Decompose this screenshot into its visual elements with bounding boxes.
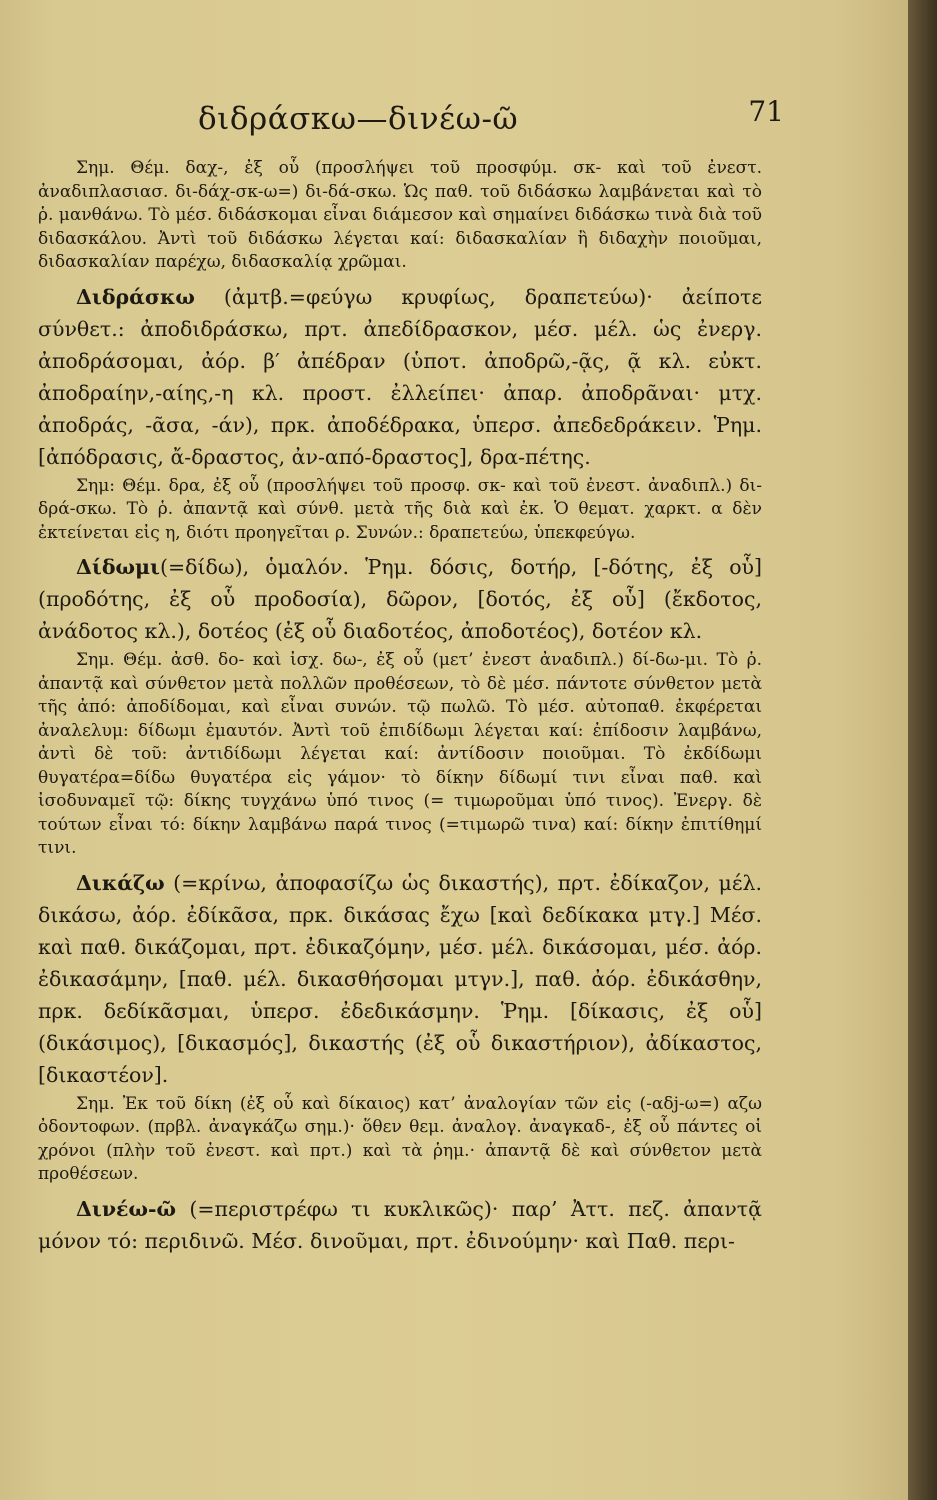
note-text: Σημ. Θέμ. ἀσθ. δο- καὶ ἰσχ. δω-, ἐξ οὗ (μετ’ ἐνεστ ἀναδιπλ.) δί-δω-μι. Τὸ ῥ. ἀπαντᾷ καὶ σύνθετον μετὰ πολλῶν προθέσεων, τὸ δὲ μέσ. πάντοτε σύνθετον μετὰ τῆς ἀπό: ἀποδίδομαι, καὶ εἶναι συνών. τῷ πωλῶ. Τὸ μέσ. αὐτοπαθ. ἐκφέρεται ἀναλελυμ: δίδωμι ἐμαυτόν. Ἀντὶ τοῦ ἐπιδίδωμι λέγεται καί: ἐπίδοσιν λαμβάνω, ἀντὶ δὲ τοῦ: ἀντιδίδωμι λέγεται καί: ἀντίδοσιν ποιοῦμαι. Τὸ ἐκδίδωμι θυγατέρα=δίδω θυγατέρα εἰς γάμον· τὸ δίκην δίδωμί τινι εἶναι παθ. καὶ ἰσοδυναμεῖ τῷ: δίκης τυγχάνω ὑπό τινος (= τιμωροῦμαι ὑπό τινος). Ἐνεργ. δὲ τούτων εἶναι τό: δίκην λαμβάνω παρά τινος (=τιμωρῶ τινα) καί: δίκην ἐπιτίθημί τινι. [38, 650, 762, 858]
entry-didrasko [38, 281, 762, 473]
note-text: Σημ. Θέμ. δαχ-, ἐξ οὗ (προσλήψει τοῦ προσφύμ. σκ- καὶ τοῦ ἐνεστ. ἀναδιπλασιασ. δι-δάχ-σκ-ω=) δι-δά-σκω. Ὡς παθ. τοῦ διδάσκω λαμβάνεται καὶ τὸ ῥ. μανθάνω. Τὸ μέσ. διδάσκομαι εἶναι διάμεσον καὶ σημαίνει διδάσκω τινὰ διὰ τοῦ διδασκάλου. Ἀντὶ τοῦ διδάσκω λέγεται καί: διδασκαλίαν ἢ διδαχὴν ποιοῦμαι, διδασκαλίαν παρέχω, διδασκαλίᾳ χρῶμαι. [38, 158, 763, 272]
note-didrasko [38, 475, 762, 546]
headword: Διδράσκω [76, 284, 195, 309]
header-title: διδράσκω—δινέω-ῶ [198, 101, 519, 137]
entry-dikazo [38, 867, 762, 1091]
entry-text: (ἀμτβ.=φεύγω κρυφίως, δραπετεύω)· ἀείποτε σύνθετ.: ἀποδιδράσκω, πρτ. ἀπεδίδρασκον, μέσ. μέλ. ὡς ἐνεργ. ἀποδράσομαι, ἀόρ. β′ ἀπέδραν (ὑποτ. ἀποδρῶ,-ᾷς, ᾷ κλ. εὐκτ. ἀποδραίην,-αίης,-η κλ. προστ. ἐλλείπει· ἀπαρ. ἀποδρᾶναι· μτχ. ἀποδράς, -ᾶσα, -άν), πρκ. ἀποδέδρακα, ὑπερσ. ἀπεδεδράκειν. Ῥημ. [ἀπόδρασις, ἄ-δραστος, ἀν-από-δραστος], δρα-πέτης. [38, 284, 762, 469]
running-header [38, 95, 784, 155]
page-content [38, 95, 784, 1257]
note-text: Σημ. Ἐκ τοῦ δίκη (ἐξ οὗ καὶ δίκαιος) κατ’ ἀναλογίαν τῶν εἰς (-αδj-ω=) αζω ὀδοντοφων. (πρβλ. ἀναγκάζω σημ.)· ὅθεν θεμ. ἀναλογ. ἀναγκαδ-, ἐξ οὗ πάντες οἱ χρόνοι (πλὴν τοῦ ἐνεστ. καὶ πρτ.) καὶ τὰ ῥημ.· ἀπαντᾷ δὲ καὶ σύνθετον μετὰ προθέσεων. [38, 1093, 762, 1184]
entry-text: (=κρίνω, ἀποφασίζω ὡς δικαστής), πρτ. ἐδίκαζον, μέλ. δικάσω, ἀόρ. ἐδίκᾶσα, πρκ. δικάσας ἔχω [καὶ δεδίκακα μτγ.] Μέσ. καὶ παθ. δικάζομαι, πρτ. ἐδικαζόμην, μέσ. μέλ. δικάσομαι, μέσ. ἀόρ. ἐδικασάμην, [παθ. μέλ. δικασθήσομαι μτγν.], παθ. ἀόρ. ἐδικάσθην, πρκ. δεδίκᾶσμαι, ὑπερσ. ἐδεδικάσμην. Ῥημ. [δίκασις, ἐξ οὗ] (δικάσιμος), [δικασμός], δικαστής (ἐξ οὗ δικαστήριον), ἀδίκαστος, [δικαστέον]. [38, 870, 762, 1087]
note-dikazo [38, 1093, 762, 1187]
entry-dineo [38, 1193, 762, 1257]
headword: Δίδωμι [76, 555, 160, 579]
entry-didomi [38, 551, 762, 647]
headword: Δικάζω [76, 870, 165, 895]
page-edge-shadow [908, 0, 937, 1500]
entry-text: (=δίδω), ὁμαλόν. Ῥημ. δόσις, δοτήρ, [-δότης, ἐξ οὗ] (προδότης, ἐξ οὗ προδοσία), δῶρον, [δοτός, ἐξ οὗ] (ἔκδοτος, ἀνάδοτος κλ.), δοτέος (ἐξ οὗ διαδοτέος, ἀποδοτέος), δοτέον κλ. [38, 555, 762, 643]
note-didasko [38, 157, 762, 275]
headword: Δινέω-ῶ [76, 1196, 177, 1221]
note-text: Σημ: Θέμ. δρα, ἐξ οὗ (προσλήψει τοῦ προσφ. σκ- καὶ τοῦ ἐνεστ. ἀναδιπλ.) δι-δρά-σκω. Τὸ ῥ. ἀπαντᾷ καὶ σύνθ. μετὰ τῆς διὰ καὶ ἐκ. Ὁ θεματ. χαρκτ. α δὲν ἐκτείνεται εἰς η, διότι προηγεῖται ρ. Συνών.: δραπετεύω, ὑπεκφεύγω. [38, 475, 762, 543]
entry-text: (=περιστρέφω τι κυκλικῶς)· παρ’ Ἀττ. πεζ. ἀπαντᾷ μόνον τό: περιδινῶ. Μέσ. δινοῦμαι, πρτ. ἐδινούμην· καὶ Παθ. περι- [38, 1196, 762, 1253]
note-didomi [38, 649, 762, 861]
page-number: 71 [748, 95, 784, 128]
